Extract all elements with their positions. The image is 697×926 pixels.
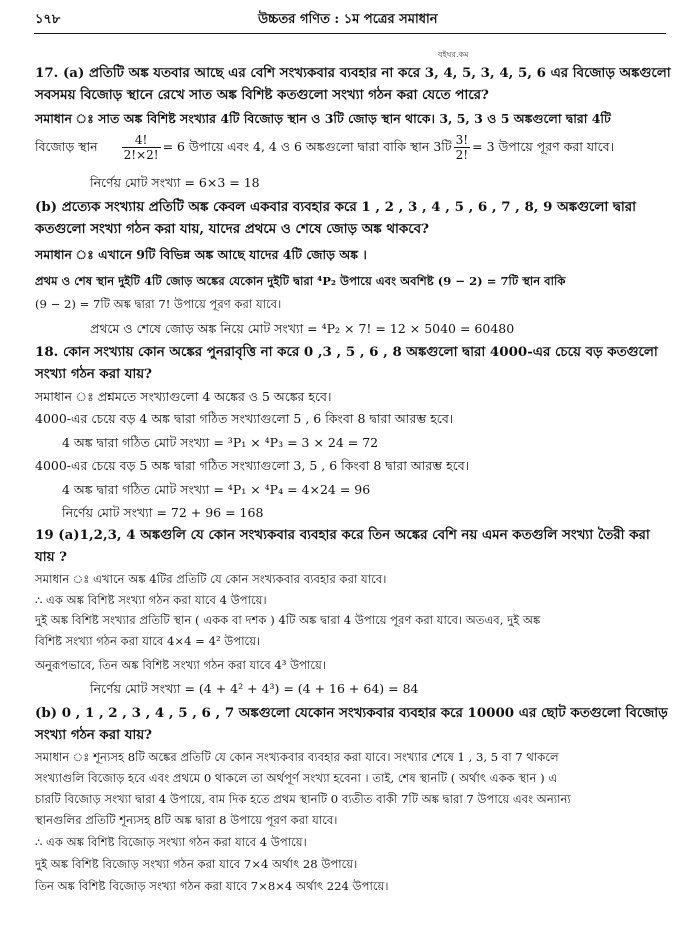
result-17b: প্রথমে ও শেষে জোড় অঙ্ক নিয়ে মোট সংখ্যা = ⁴P₂ × 7! = 12 × 5040 = 60480 (90, 321, 515, 336)
problem-17b-line-1: (b) প্রত্যেক সংখ্যায় প্রতিটি অঙ্ক কেবল একবার ব্যবহার করে 1 , 2 , 3 , 4 , 5 , 6 , 7 , 8, 9 অঙ্কগুলো দ্বারা (35, 199, 636, 215)
solution-19b-line-5: ∴ এক অঙ্ক বিশিষ্ট বিজোড় সংখ্যা গঠন করা যাবে 4 উপায়ে। (35, 835, 307, 849)
solution-19a-line-4: বিশিষ্ট সংখ্যা গঠন করা যাবে 4×4 = 4² উপায়ে। (35, 634, 261, 648)
text-segment: = 3 উপায়ে পূরণ করা যাবে। (472, 139, 615, 155)
solution-18-line-2: 4000-এর চেয়ে বড় 4 অঙ্ক দ্বারা গঠিত সংখ্যাগুলো 5 , 6 কিংবা 8 দ্বারা আরম্ভ হবে। (35, 411, 454, 426)
solution-19b-line-2: সংখ্যাগুলি বিজোড় হবে এবং প্রথমে 0 থাকলে তা অর্থপূর্ণ সংখ্যা হবেনা । তাই, শেষ স্থানটি ( অর্থাৎ একক স্থান ) এ (35, 771, 558, 785)
problem-17a-line-1: 17. (a) প্রতিটি অঙ্ক যতবার আছে এর বেশি সংখ্যকবার ব্যবহার না করে 3, 4, 5, 3, 4, 5, 6 এর বিজোড় অঙ্কগুলো (35, 65, 671, 81)
text-segment: বিজোড় স্থান (35, 139, 98, 155)
solution-18-line-3: 4 অঙ্ক দ্বারা গঠিত মোট সংখ্যা = ³P₁ × ⁴P₃ = 3 × 24 = 72 (62, 435, 379, 450)
solution-19b-line-3: চারটি বিজোড় সংখ্যা দ্বারা 4 উপায়ে, বাম দিক হতে প্রথম স্থানটি 0 ব্যতীত বাকী 7টি অঙ্ক দ্বারা 7 উপায়ে এবং অন্যান্য (35, 792, 571, 806)
result-17a: নির্ণেয় মোট সংখ্যা = 6×3 = 18 (90, 175, 260, 190)
solution-18-line-1: সমাধান ঃ প্রশ্নমতে সংখ্যাগুলো 4 অঙ্কের ও 5 অঙ্কের হবে। (35, 389, 332, 404)
fraction-denominator: 2! (455, 148, 469, 162)
solution-17b-line-1: সমাধান ঃ এখানে 9টি বিভিন্ন অঙ্ক আছে যাদের 4টি জোড় অঙ্ক । (35, 247, 367, 262)
fraction-denominator: 2!×2! (123, 148, 159, 162)
solution-19b-line-6: দুই অঙ্ক বিশিষ্ট বিজোড় সংখ্যা গঠন করা যাবে 7×4 অর্থাৎ 28 উপায়ে। (35, 857, 358, 871)
solution-19a-line-3: দুই অঙ্ক বিশিষ্ট সংখ্যার প্রতিটি স্থান ( একক বা দশক ) 4টি অঙ্ক দ্বারা 4 উপায়ে পূরণ করা যাবে। অতএব, দুই অঙ্ক (35, 613, 541, 627)
result-19a: নির্ণেয় মোট সংখ্যা = (4 + 4² + 4³) = (4 + 16 + 64) = 84 (90, 681, 419, 696)
solution-17b-line-3: (9 − 2) = 7টি অঙ্ক দ্বারা 7! উপায়ে পূরণ করা যাবে। (35, 297, 282, 311)
fraction-4-factorial (122, 133, 161, 162)
solution-19b-line-7: তিন অঙ্ক বিশিষ্ট বিজোড় সংখ্যা গঠন করা যাবে 7×8×4 অর্থাৎ 224 উপায়ে। (35, 879, 389, 893)
solution-17a-line-1: সমাধান ঃ সাত অঙ্ক বিশিষ্ট সংখ্যার 4টি বিজোড় স্থান ও 3টি জোড় স্থান থাকে। 3, 5, 3 ও 5 অঙ্কগুলো দ্বারা 4টি (35, 111, 611, 126)
result-18: নির্ণেয় মোট সংখ্যা = 72 + 96 = 168 (62, 505, 264, 520)
solution-18-line-5: 4 অঙ্ক দ্বারা গঠিত মোট সংখ্যা = ⁴P₁ × ⁴P₄ = 4×24 = 96 (62, 482, 371, 497)
problem-19a-line-1: 19 (a)1,2,3, 4 অঙ্কগুলি যে কোন সংখ্যকবার ব্যবহার করে তিন অঙ্কের বেশি নয় এমন কতগুলি সংখ্যা তৈরী করা (35, 527, 650, 543)
solution-19b-line-4: স্থানগুলির প্রতিটি শূন্যসহ 8টি অঙ্ক দ্বারা 8 উপায়ে পূরণ করা যাবে। (35, 813, 338, 827)
watermark: বইঘর.কম (438, 50, 469, 59)
fraction-numerator: 4! (122, 133, 161, 148)
problem-17b-line-2: কতগুলো সংখ্যা গঠন করা যায়, যাদের প্রথমে ও শেষে জোড় অঙ্ক থাকবে? (35, 221, 429, 237)
page-title: উচ্চতর গণিত : ১ম পত্রের সমাধান (258, 12, 438, 27)
problem-18-line-1: 18. কোন সংখ্যায় কোন অঙ্কের পুনরাবৃত্তি না করে 0 ,3 , 5 , 6 , 8 অঙ্কগুলো দ্বারা 4000-এর চেয়ে বড় কতগুলো (35, 344, 658, 360)
problem-19b-line-2: সংখ্যা গঠন করা যায়? (35, 727, 153, 743)
solution-19a-line-5: অনুরূপভাবে, তিন অঙ্ক বিশিষ্ট সংখ্যা গঠন করা যাবে 4³ উপায়ে। (35, 658, 326, 672)
fraction-numerator: 3! (455, 133, 469, 147)
problem-17a-line-2: সবসময় বিজোড় স্থানে রেখে সাত অঙ্ক বিশিষ্ট কতগুলো সংখ্যা গঠন করা যেতে পারে? (35, 87, 489, 103)
page-number: ১৭৮ (35, 12, 61, 27)
problem-19b-line-1: (b) 0 , 1 , 2 , 3 , 4 , 5 , 6 , 7 অঙ্কগুলো যেকোন সংখ্যকবার ব্যবহার করে 10000 এর ছোট কতগুলো বিজোড় (35, 705, 668, 721)
text-segment: = 6 উপায়ে এবং 4, 4 ও 6 অঙ্কগুলো দ্বারা বাকি স্থান 3টি (162, 139, 452, 155)
solution-19b-line-1: সমাধান ঃ শূন্যসহ 8টি অঙ্কের প্রতিটি যে কোন সংখ্যকবার ব্যবহার করা যাবে। সংখ্যার শেষে 1 , 3, 5 বা 7 থাকলে (35, 750, 559, 764)
solution-17a-fraction-line (35, 133, 614, 162)
problem-19a-line-2: যায় ? (35, 549, 67, 565)
problem-18-line-2: সংখ্যা গঠন করা যায়? (35, 366, 153, 382)
solution-17b-line-2: প্রথম ও শেষ স্থান দুইটি 4টি জোড় অঙ্কের যেকোন দুইটি দ্বারা ⁴P₂ উপায়ে এবং অবশিষ্ট (9 − 2) = 7টি স্থান বাকি (35, 274, 566, 288)
fraction-3-factorial (454, 133, 470, 162)
solution-19a-line-1: সমাধান ঃ এখানে অঙ্ক 4টির প্রতিটি যে কোন সংখ্যকবার ব্যবহার করা যাবে। (35, 572, 387, 586)
solution-18-line-4: 4000-এর চেয়ে বড় 5 অঙ্ক দ্বারা গঠিত সংখ্যাগুলো 3, 5 , 6 কিংবা 8 দ্বারা আরম্ভ হবে। (35, 458, 470, 473)
solution-19a-line-2: ∴ এক অঙ্ক বিশিষ্ট সংখ্যা গঠন করা যাবে 4 উপায়ে। (35, 593, 267, 607)
header-rule (34, 33, 666, 34)
